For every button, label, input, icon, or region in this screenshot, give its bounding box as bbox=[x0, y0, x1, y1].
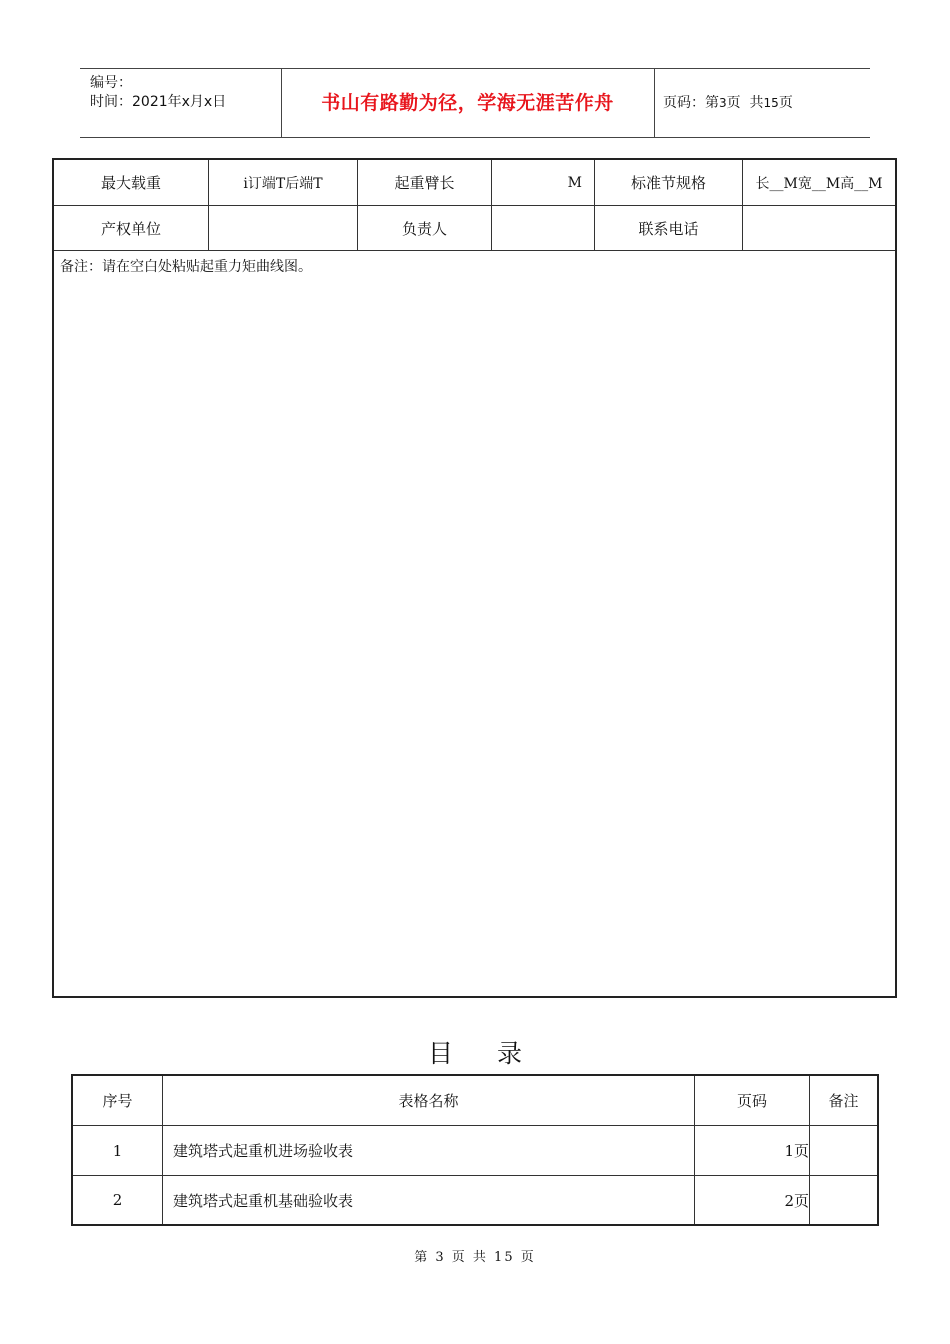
toc-header-no: 序号 bbox=[102, 1092, 133, 1110]
toc-title: 目录 bbox=[427, 1039, 566, 1068]
note-text: 备注：请在空白处粘贴起重力矩曲线图。 bbox=[60, 259, 312, 275]
header-page-cell bbox=[655, 69, 870, 137]
page-total: 15 bbox=[763, 96, 779, 110]
row-divider bbox=[54, 250, 895, 251]
date-label: 时间：2021年x月x日 bbox=[90, 94, 227, 110]
value-boom-length: M bbox=[567, 174, 582, 191]
toc-row-no: 1 bbox=[112, 1141, 123, 1160]
toc-header-name: 表格名称 bbox=[398, 1092, 459, 1110]
page-header bbox=[80, 68, 870, 138]
header-meta bbox=[80, 69, 282, 137]
page-current: 3 bbox=[719, 96, 727, 110]
page-mid: 页 共 bbox=[726, 95, 764, 111]
page-prefix: 页码：第 bbox=[663, 95, 719, 111]
label-phone: 联系电话 bbox=[638, 219, 699, 238]
label-max-load: 最大载重 bbox=[100, 174, 161, 192]
crane-info-table bbox=[52, 158, 897, 998]
toc-row-name: 建筑塔式起重机进场验收表 bbox=[173, 1142, 354, 1160]
value-section-spec: 长__M宽__M高__M bbox=[755, 175, 883, 192]
toc-row-remark bbox=[810, 1176, 877, 1224]
value-phone bbox=[743, 206, 895, 250]
label-section-spec: 标准节规格 bbox=[630, 174, 706, 192]
toc-row-page: 2页 bbox=[784, 1191, 809, 1210]
value-owner bbox=[209, 206, 357, 250]
label-responsible: 负责人 bbox=[401, 219, 447, 238]
value-max-load: i订端T后端T bbox=[243, 175, 323, 192]
header-motto-cell bbox=[281, 69, 655, 137]
label-boom-length: 起重臂长 bbox=[394, 174, 455, 192]
value-responsible bbox=[492, 206, 594, 250]
toc-table bbox=[71, 1074, 879, 1226]
label-owner: 产权单位 bbox=[100, 219, 161, 238]
toc-row-no: 2 bbox=[112, 1191, 123, 1209]
page-suffix: 页 bbox=[778, 95, 793, 111]
page-footer: 第 3 页 共 15 页 bbox=[414, 1250, 536, 1265]
toc-header-page: 页码 bbox=[736, 1092, 767, 1110]
header-page-info bbox=[663, 69, 793, 137]
toc-row-page: 1页 bbox=[784, 1142, 809, 1160]
motto: 书山有路勤为径，学海无涯苦作舟 bbox=[321, 92, 614, 114]
toc-header-remark: 备注 bbox=[828, 1092, 859, 1110]
toc-row-name: 建筑塔式起重机基础验收表 bbox=[173, 1191, 354, 1210]
serial-label: 编号： bbox=[90, 75, 132, 91]
toc-row-remark bbox=[810, 1126, 877, 1175]
